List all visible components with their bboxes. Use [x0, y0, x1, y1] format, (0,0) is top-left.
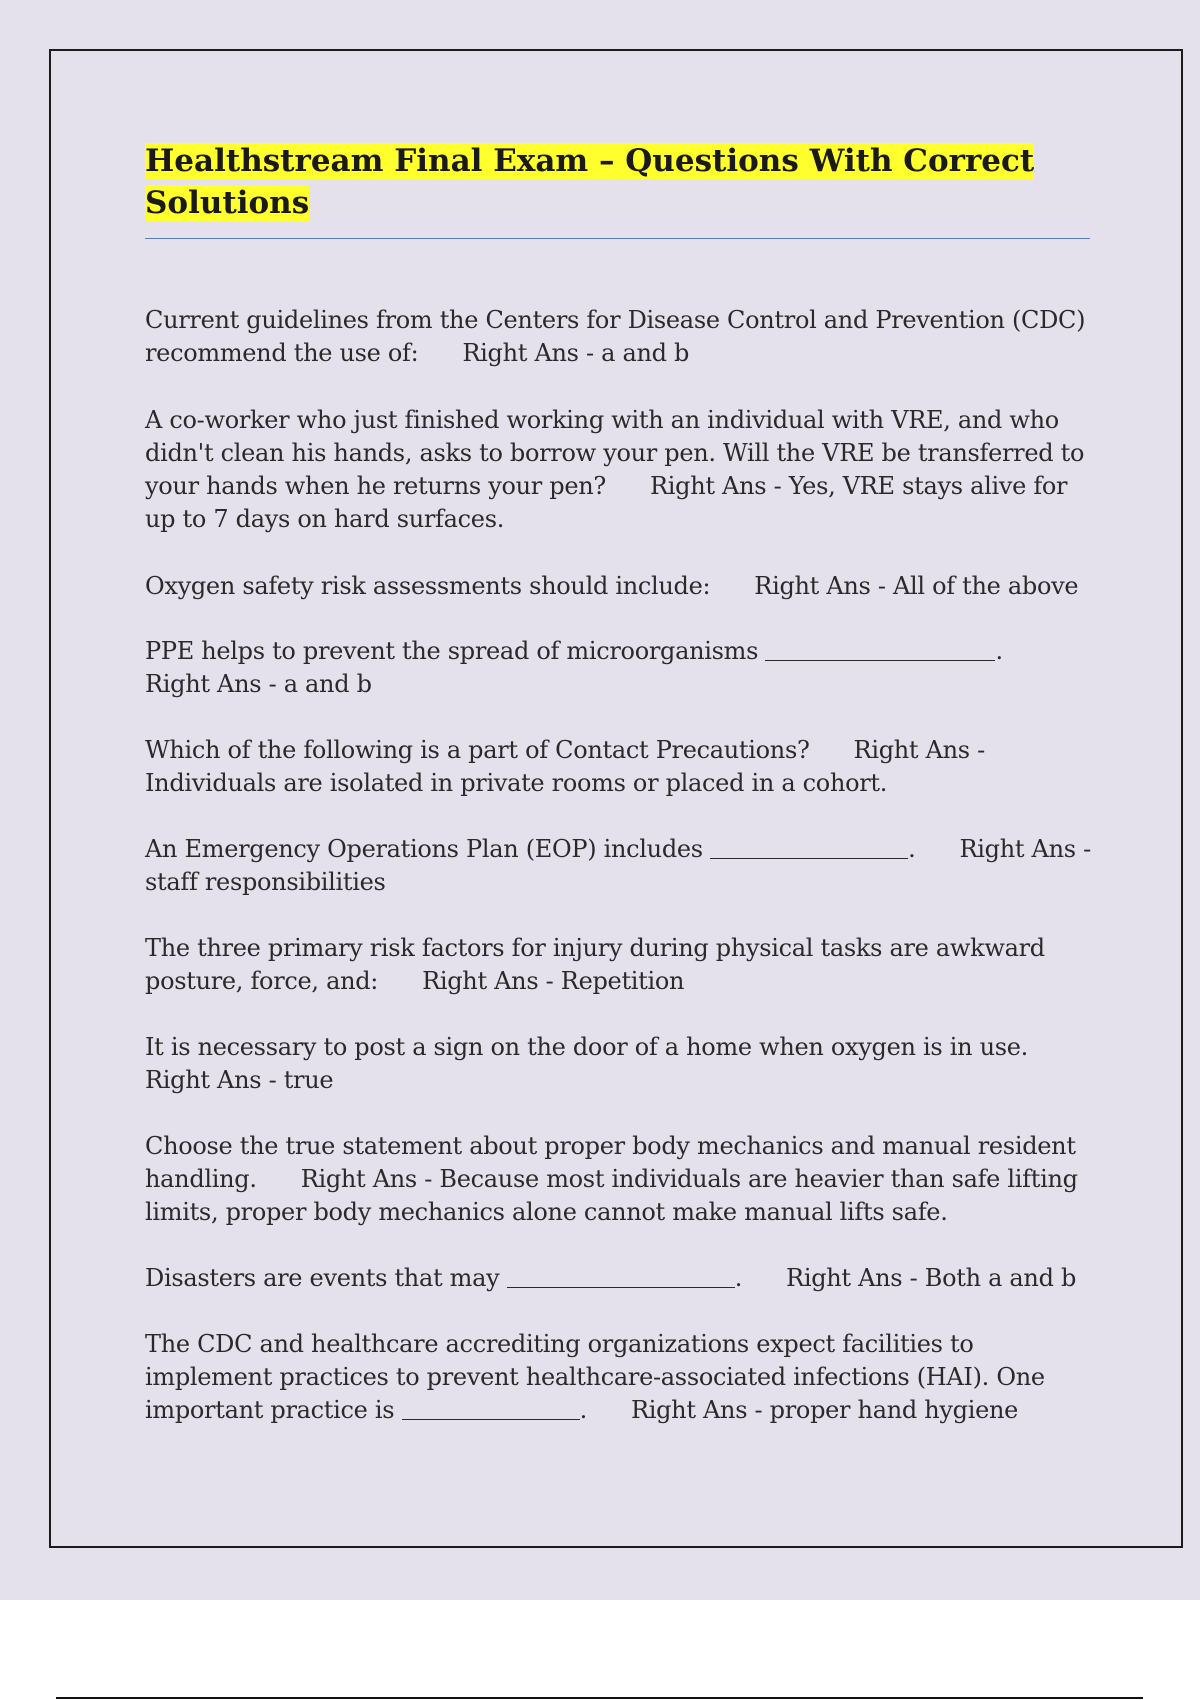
question-text: Choose the true statement about proper body mechanics and manual resident handling.	[145, 1132, 1076, 1193]
answer-text: Right Ans - staff responsibilities	[145, 835, 1091, 896]
qa-item-9	[145, 1130, 1105, 1229]
qa-item-1	[145, 304, 1095, 370]
answer-text: Right Ans - All of the above	[754, 572, 1079, 600]
question-text: Current guidelines from the Centers for Disease Control and Prevention (CDC) recommend the use of:	[145, 306, 1086, 367]
answer-text: Right Ans - true	[145, 1066, 334, 1094]
question-text: The CDC and healthcare accrediting organizations expect facilities to implement practices to prevent healthcare-associated infections (HAI). One important practice is	[145, 1330, 1045, 1424]
answer-text: Right Ans - a and b	[145, 670, 372, 698]
question-text: A co-worker who just finished working with an individual with VRE, and who didn't clean his hands, asks to borrow your pen. Will the VRE be transferred to your hands when he returns your pen?	[145, 406, 1085, 500]
qa-item-5	[145, 734, 1095, 800]
answer-text: Right Ans - a and b	[462, 339, 690, 367]
answer-text: Right Ans - Repetition	[422, 967, 685, 995]
qa-item-7	[145, 932, 1095, 998]
qa-item-4: PPE helps to prevent the spread of microorganisms . Right Ans - a and b	[145, 637, 1003, 698]
qa-item-2	[145, 404, 1095, 536]
question-text: An Emergency Operations Plan (EOP) includes	[145, 835, 703, 863]
qa-item-3	[145, 570, 1105, 603]
answer-blank	[765, 636, 995, 661]
answer-text: Right Ans - Yes, VRE stays alive for up to 7 days on hard surfaces.	[145, 472, 1068, 533]
question-text: Which of the following is a part of Contact Precautions?	[145, 736, 810, 764]
answer-blank	[507, 1263, 735, 1288]
question-text: PPE helps to prevent the spread of microorganisms	[145, 637, 759, 665]
question-text: Oxygen safety risk assessments should include:	[145, 572, 711, 600]
document-title	[145, 140, 1090, 239]
qa-item-10: Disasters are events that may . Right Ans - Both a and b	[145, 1264, 1077, 1292]
qa-item-6: An Emergency Operations Plan (EOP) includes . Right Ans - staff responsibilities	[145, 835, 1091, 896]
answer-blank	[710, 834, 908, 859]
answer-text: Right Ans - Both a and b	[786, 1264, 1077, 1292]
qa-item-11: The CDC and healthcare accrediting organizations expect facilities to implement practices to prevent healthcare-associated infections (HAI). One important practice is . Right Ans - proper hand hygiene	[145, 1330, 1045, 1424]
question-text: The three primary risk factors for injury during physical tasks are awkward posture, force, and:	[145, 934, 1045, 995]
document-body	[145, 140, 1091, 1424]
question-text: It is necessary to post a sign on the door of a home when oxygen is in use.	[145, 1033, 1028, 1061]
question-text: Disasters are events that may	[145, 1264, 500, 1292]
answer-text: Right Ans - Because most individuals are heavier than safe lifting limits, proper body mechanics alone cannot make manual lifts safe.	[145, 1165, 1078, 1226]
qa-item-8	[145, 1031, 1095, 1097]
answer-blank	[402, 1395, 580, 1420]
answer-text: Right Ans - Individuals are isolated in private rooms or placed in a cohort.	[145, 736, 985, 797]
footer-rule	[56, 1697, 1143, 1699]
title-highlight: Healthstream Final Exam – Questions With Correct Solutions	[145, 143, 1035, 221]
answer-text: Right Ans - proper hand hygiene	[630, 1396, 1019, 1424]
